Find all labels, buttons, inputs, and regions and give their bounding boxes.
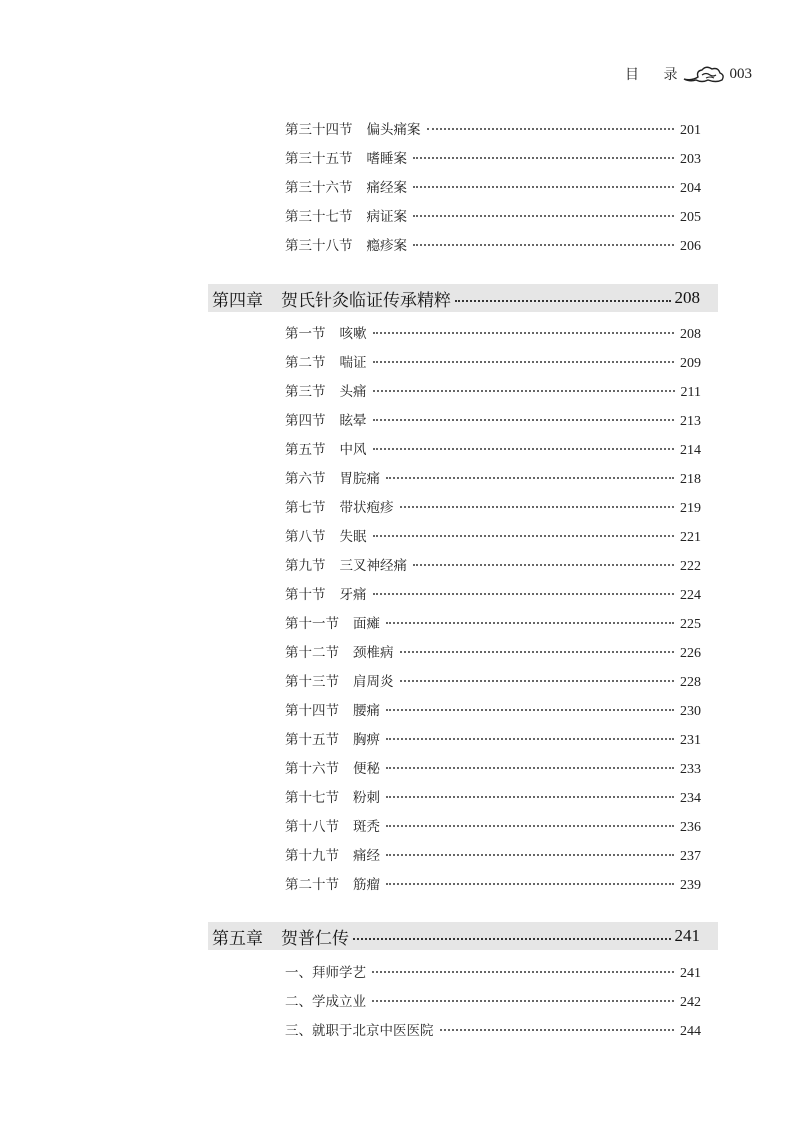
dot-leader [386, 844, 674, 856]
section-label: 第三节 [285, 384, 326, 400]
dot-leader [455, 290, 671, 302]
dot-leader [440, 1019, 675, 1031]
dot-leader [386, 757, 674, 769]
dot-leader [373, 351, 675, 363]
dot-leader [372, 961, 674, 973]
dot-leader [386, 467, 674, 479]
chapter-heading[interactable] [208, 922, 718, 950]
section-page-number: 211 [680, 385, 701, 400]
dot-leader [373, 438, 675, 450]
section-label: 一、拜师学艺 [285, 965, 366, 981]
toc-entry[interactable] [285, 118, 701, 138]
section-label: 第九节 [285, 558, 326, 574]
section-title: 颈椎病 [353, 645, 394, 661]
section-page-number: 203 [680, 152, 701, 167]
dot-leader [400, 641, 675, 653]
section-title: 嗜睡案 [366, 151, 407, 167]
chapter-page-number: 241 [674, 926, 700, 945]
toc-entry[interactable] [285, 844, 701, 864]
chapter-title: 贺普仁传 [281, 928, 349, 949]
dot-leader [373, 322, 675, 334]
section-label: 第三十五节 [285, 151, 353, 167]
dot-leader [372, 990, 674, 1002]
section-label: 第一节 [285, 326, 326, 342]
section-label: 第十二节 [285, 645, 339, 661]
toc-entry[interactable] [285, 670, 701, 690]
toc-entry[interactable] [285, 757, 701, 777]
toc-entry[interactable] [285, 815, 701, 835]
section-title: 喘证 [339, 355, 367, 371]
toc-entry[interactable] [285, 176, 701, 196]
section-title: 痛经 [353, 848, 380, 864]
dot-leader [353, 928, 671, 940]
toc-entry[interactable] [285, 873, 701, 893]
section-title: 胸痹 [353, 732, 380, 748]
section-label: 第二十节 [285, 877, 339, 893]
section-title: 头痛 [339, 384, 367, 400]
toc-entry[interactable] [285, 699, 701, 719]
section-page-number: 234 [680, 791, 701, 806]
section-label: 第十六节 [285, 761, 339, 777]
section-page-number: 224 [680, 588, 701, 603]
toc-entry[interactable] [285, 438, 701, 458]
chapter-title: 贺氏针灸临证传承精粹 [281, 290, 451, 311]
section-label: 第三十八节 [285, 238, 353, 254]
toc-entry[interactable] [285, 554, 701, 574]
section-page-number: 214 [680, 443, 701, 458]
toc-entry[interactable] [285, 205, 701, 225]
section-page-number: 231 [680, 733, 701, 748]
section-label: 第七节 [285, 500, 326, 516]
section-label: 第十五节 [285, 732, 339, 748]
cloud-ornament-icon [682, 63, 726, 85]
header-page-number: 003 [729, 65, 752, 82]
section-label: 第十三节 [285, 674, 339, 690]
toc-entry[interactable] [285, 380, 701, 400]
section-title: 偏头痛案 [366, 122, 421, 138]
toc-entry[interactable] [285, 786, 701, 806]
section-label: 第三十七节 [285, 209, 353, 225]
section-page-number: 209 [680, 356, 701, 371]
section-label: 第十一节 [285, 616, 339, 632]
chapter-label: 第五章 [212, 928, 263, 949]
toc-entry[interactable] [285, 612, 701, 632]
section-page-number: 239 [680, 878, 701, 893]
section-page-number: 205 [680, 210, 701, 225]
dot-leader [386, 699, 674, 711]
section-label: 第三十六节 [285, 180, 353, 196]
dot-leader [386, 728, 674, 740]
dot-leader [373, 380, 675, 392]
toc-entry[interactable] [285, 525, 701, 545]
section-page-number: 236 [680, 820, 701, 835]
toc-entry[interactable] [285, 322, 701, 342]
section-title: 面瘫 [353, 616, 380, 632]
dot-leader [413, 234, 674, 246]
section-title: 痛经案 [366, 180, 407, 196]
section-label: 第三十四节 [285, 122, 353, 138]
section-label: 第五节 [285, 442, 326, 458]
section-label: 第八节 [285, 529, 326, 545]
dot-leader [413, 176, 674, 188]
section-page-number: 208 [680, 327, 701, 342]
page-header [625, 62, 752, 86]
section-page-number: 206 [680, 239, 701, 254]
section-label: 第二节 [285, 355, 326, 371]
section-label: 第四节 [285, 413, 326, 429]
dot-leader [386, 815, 674, 827]
section-page-number: 218 [680, 472, 701, 487]
section-page-number: 244 [680, 1024, 701, 1039]
toc-entry[interactable] [285, 583, 701, 603]
toc-entry[interactable] [285, 728, 701, 748]
header-title: 目 录 [625, 67, 688, 83]
section-title: 便秘 [353, 761, 380, 777]
section-title: 腰痛 [353, 703, 380, 719]
section-title: 眩晕 [339, 413, 367, 429]
section-label: 二、学成立业 [285, 994, 366, 1010]
toc-entry[interactable] [285, 409, 701, 429]
section-title: 三叉神经痛 [339, 558, 407, 574]
section-page-number: 242 [680, 995, 701, 1010]
dot-leader [413, 205, 674, 217]
section-page-number: 222 [680, 559, 701, 574]
dot-leader [400, 496, 675, 508]
section-title: 瘾疹案 [366, 238, 407, 254]
toc-entry[interactable] [285, 496, 701, 516]
chapter-label: 第四章 [212, 290, 263, 311]
toc-entry[interactable] [285, 1019, 701, 1039]
section-page-number: 201 [680, 123, 701, 138]
toc-entry[interactable] [285, 467, 701, 487]
toc-entry[interactable] [285, 147, 701, 167]
section-page-number: 204 [680, 181, 701, 196]
section-title: 肩周炎 [353, 674, 394, 690]
chapter-page-number: 208 [674, 288, 700, 307]
section-title: 斑秃 [353, 819, 380, 835]
section-label: 第十九节 [285, 848, 339, 864]
dot-leader [386, 873, 674, 885]
section-page-number: 233 [680, 762, 701, 777]
toc-entry[interactable] [285, 990, 701, 1010]
section-label: 第六节 [285, 471, 326, 487]
section-title: 中风 [339, 442, 367, 458]
section-label: 第十四节 [285, 703, 339, 719]
dot-leader [386, 612, 674, 624]
dot-leader [413, 147, 674, 159]
section-page-number: 225 [680, 617, 701, 632]
section-label: 第十七节 [285, 790, 339, 806]
section-page-number: 213 [680, 414, 701, 429]
dot-leader [427, 118, 675, 130]
section-page-number: 221 [680, 530, 701, 545]
toc-entry[interactable] [285, 351, 701, 371]
section-page-number: 228 [680, 675, 701, 690]
section-title: 粉刺 [353, 790, 380, 806]
toc-entry[interactable] [285, 641, 701, 661]
section-page-number: 230 [680, 704, 701, 719]
section-title: 牙痛 [339, 587, 367, 603]
section-label: 第十八节 [285, 819, 339, 835]
dot-leader [373, 409, 675, 421]
section-page-number: 226 [680, 646, 701, 661]
toc-entry[interactable] [285, 961, 701, 981]
section-label: 第十节 [285, 587, 326, 603]
section-title: 失眠 [339, 529, 367, 545]
section-title: 胃脘痛 [339, 471, 380, 487]
section-label: 三、就职于北京中医医院 [285, 1023, 434, 1039]
section-title: 病证案 [366, 209, 407, 225]
section-page-number: 219 [680, 501, 701, 516]
section-title: 筋瘤 [353, 877, 380, 893]
dot-leader [413, 554, 674, 566]
dot-leader [386, 786, 674, 798]
dot-leader [373, 525, 675, 537]
chapter-heading[interactable] [208, 284, 718, 312]
section-title: 咳嗽 [339, 326, 367, 342]
section-title: 带状疱疹 [339, 500, 394, 516]
section-page-number: 237 [680, 849, 701, 864]
toc-entry[interactable] [285, 234, 701, 254]
dot-leader [373, 583, 675, 595]
section-page-number: 241 [680, 966, 701, 981]
dot-leader [400, 670, 675, 682]
